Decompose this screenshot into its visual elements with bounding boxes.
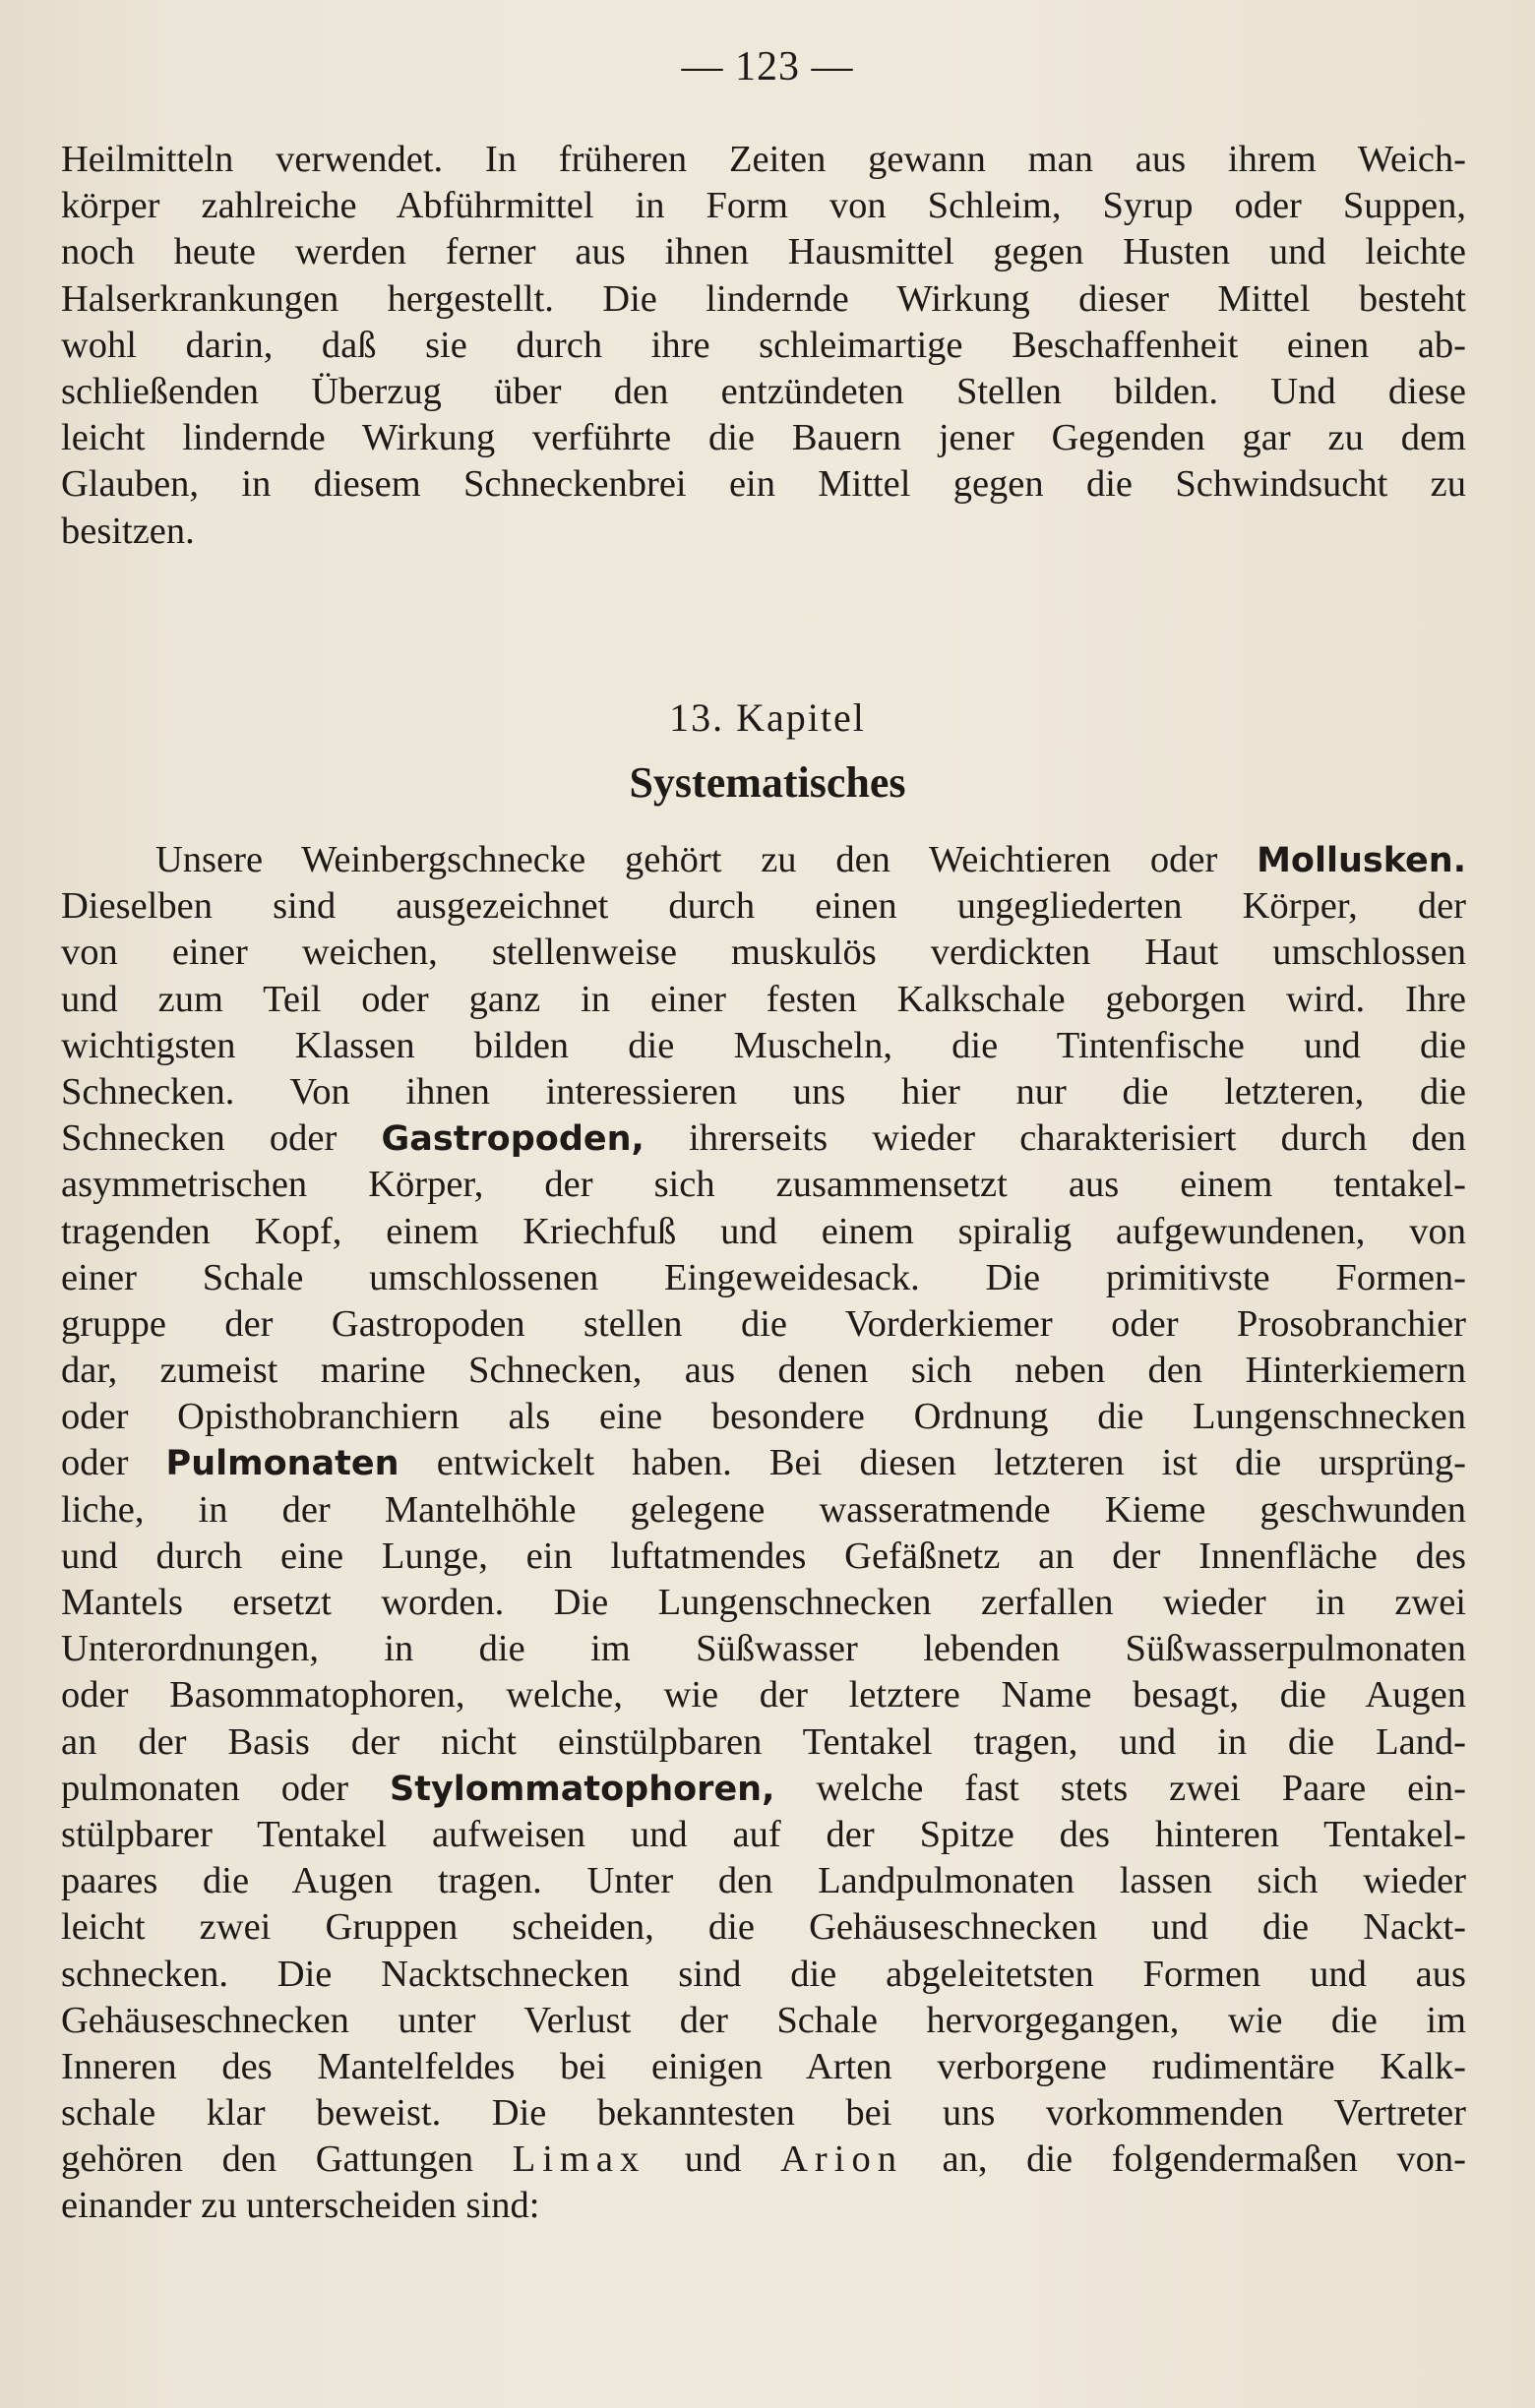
text-line: dar, zumeist marine Schnecken, aus denen sich neben den Hinterkiemern (61, 1350, 1466, 1392)
text-line (61, 1440, 1466, 1486)
text-line: oder Basommatophoren, welche, wie der letztere Name besagt, die Augen (61, 1674, 1466, 1716)
text-line: asymmetrischen Körper, der sich zusammensetzt aus einem tentakel- (61, 1164, 1466, 1206)
text-line: oder Opisthobranchiern als eine besondere Ordnung die Lungenschnecken (61, 1396, 1466, 1438)
text-line: leicht zwei Gruppen scheiden, die Gehäuseschnecken und die Nackt- (61, 1906, 1466, 1949)
text-line: Gehäuseschnecken unter Verlust der Schale hervorgegangen, wie die im (61, 1999, 1466, 2041)
term-stylommatophoren: Stylommatophoren, (390, 1769, 775, 1809)
text-line: und durch eine Lunge, ein luftatmendes Gefäßnetz an der Innenfläche des (61, 1535, 1466, 1577)
text-line: schließenden Überzug über den entzündeten Stellen bilden. Und diese (61, 370, 1466, 412)
text-line: an der Basis der nicht einstülpbaren Tentakel tragen, und in die Land- (61, 1720, 1466, 1763)
text-line: gruppe der Gastropoden stellen die Vorderkiemer oder Prosobranchier (61, 1302, 1466, 1345)
intro-paragraph (61, 137, 1466, 555)
chapter-title: Systematisches (629, 758, 906, 807)
text-line: Mantels ersetzt worden. Die Lungenschnecken zerfallen wieder in zwei (61, 1582, 1466, 1623)
body-paragraph (61, 837, 1466, 2230)
text-line (61, 1115, 1466, 1162)
text-line: Unterordnungen, in die im Süßwasser lebenden Süßwasserpulmonaten (61, 1628, 1466, 1670)
text-line: paares die Augen tragen. Unter den Landpulmonaten lassen sich wieder (61, 1860, 1466, 1902)
text-run: oder (61, 1442, 166, 1484)
text-line: Glauben, in diesem Schneckenbrei ein Mittel gegen die Schwindsucht zu (61, 463, 1466, 506)
text-line: Halserkrankungen hergestellt. Die lindernde Wirkung dieser Mittel besteht (61, 277, 1466, 320)
text-run: welche fast stets zwei Paare ein- (774, 1767, 1466, 1809)
term-mollusken: Mollusken. (1257, 841, 1466, 880)
text-line: wohl darin, daß sie durch ihre schleimartige Beschaffenheit einen ab- (61, 324, 1466, 366)
text-run: an, die folgendermaßen von- (902, 2138, 1466, 2181)
text-run: Schnecken oder (61, 1117, 382, 1160)
text-line (61, 2137, 1466, 2183)
page-number: — 123 — (681, 44, 854, 90)
text-line: stülpbarer Tentakel aufweisen und auf der Spitze des hinteren Tentakel- (61, 1813, 1466, 1855)
genus-arion: Arion (780, 2138, 903, 2181)
text-line: einer Schale umschlossenen Eingeweidesack. Die primitivste Formen- (61, 1256, 1466, 1298)
text-line: noch heute werden ferner aus ihnen Hausmittel gegen Husten und leichte (61, 231, 1466, 273)
text-line: von einer weichen, stellenweise muskulös verdickten Haut umschlossen (61, 932, 1466, 974)
text-run: ihrerseits wieder charakterisiert durch den (644, 1117, 1466, 1160)
text-run: und (645, 2138, 781, 2181)
chapter-heading: 13. Kapitel (669, 695, 866, 740)
text-line: einander zu unterscheiden sind: (61, 2185, 540, 2227)
text-line (61, 837, 1466, 883)
text-line: Heilmitteln verwendet. In früheren Zeiten gewann man aus ihrem Weich- (61, 139, 1466, 180)
term-pulmonaten: Pulmonaten (165, 1444, 399, 1484)
text-line: leicht lindernde Wirkung verführte die Bauern jener Gegenden gar zu dem (61, 417, 1466, 459)
text-line: Schnecken. Von ihnen interessieren uns hier nur die letzteren, die (61, 1070, 1466, 1113)
text-line: und zum Teil oder ganz in einer festen Kalkschale geborgen wird. Ihre (61, 978, 1466, 1020)
text-line: tragenden Kopf, einem Kriechfuß und einem spiralig aufgewundenen, von (61, 1210, 1466, 1252)
text-line: körper zahlreiche Abführmittel in Form von Schleim, Syrup oder Suppen, (61, 185, 1466, 227)
text-run: gehören den Gattungen (61, 2138, 513, 2181)
text-line: schnecken. Die Nacktschnecken sind die abgeleitetsten Formen und aus (61, 1953, 1466, 1995)
text-line: liche, in der Mantelhöhle gelegene wasseratmende Kieme geschwunden (61, 1488, 1466, 1531)
text-line: Inneren des Mantelfeldes bei einigen Arten verborgene rudimentäre Kalk- (61, 2045, 1466, 2087)
text-run: entwickelt haben. Bei diesen letzteren ist die ursprüng- (399, 1442, 1466, 1484)
text-line: schale klar beweist. Die bekanntesten bei uns vorkommenden Vertreter (61, 2092, 1466, 2135)
text-line (61, 1766, 1466, 1812)
text-line: wichtigsten Klassen bilden die Muscheln, die Tintenfische und die (61, 1024, 1466, 1066)
text-run: pulmonaten oder (61, 1767, 391, 1809)
term-gastropoden: Gastropoden, (381, 1119, 645, 1160)
text-line: besitzen. (61, 510, 195, 552)
genus-limax: Limax (512, 2138, 646, 2181)
text-run: Unsere Weinbergschnecke gehört zu den Weichtieren oder (155, 839, 1258, 880)
text-line: Dieselben sind ausgezeichnet durch einen ungegliederten Körper, der (61, 885, 1466, 928)
